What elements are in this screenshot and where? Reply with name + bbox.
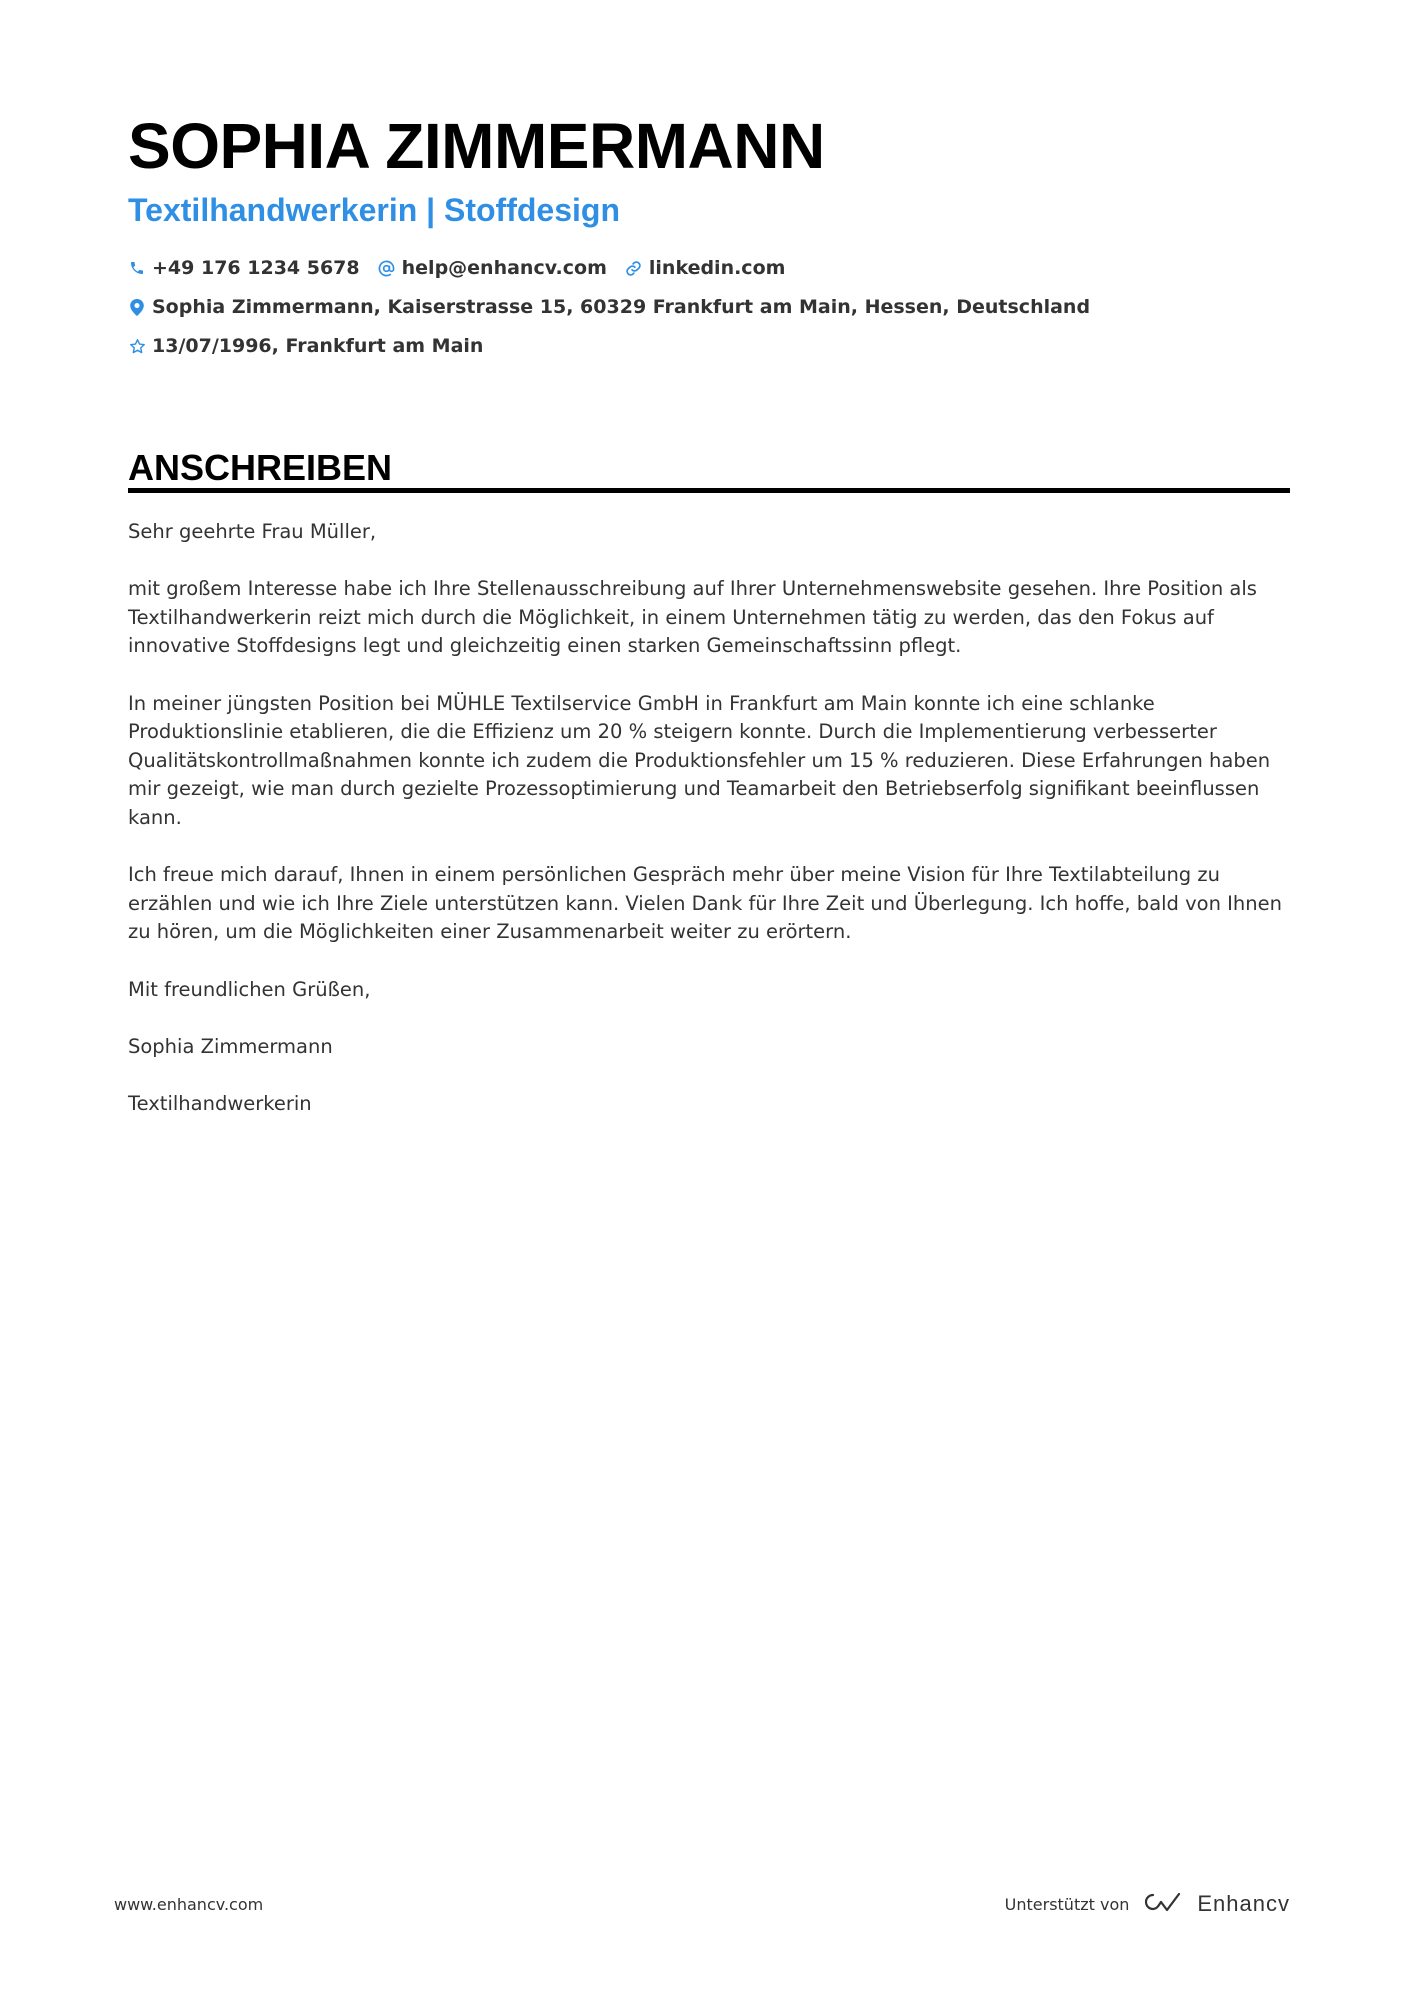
contact-row-birth [128, 334, 501, 358]
contact-email [378, 256, 607, 280]
contact-link [625, 256, 786, 280]
link-text: linkedin.com [648, 257, 786, 279]
footer-brand [1005, 1890, 1290, 1918]
section-divider [128, 488, 1290, 493]
enhancv-logo-icon [1141, 1890, 1187, 1918]
section-heading: ANSCHREIBEN [128, 447, 393, 488]
letter-paragraph: Ich freue mich darauf, Ihnen in einem persönlichen Gespräch mehr über meine Vision für Ihre Textilabteilung zu erzählen und wie ich Ihre Ziele unterstützen kann. Vielen Dank für Ihre Zeit und Überlegung. Ich hoffe, bald von Ihnen zu hören, um die Möglichkeiten einer Zusammenarbeit weiter zu erörtern. [128, 863, 1282, 944]
footer-url[interactable]: www.enhancv.com [114, 1895, 264, 1914]
letter-salutation: Sehr geehrte Frau Müller, [128, 520, 377, 543]
contact-row-address [128, 295, 1108, 319]
letter-paragraph: mit großem Interesse habe ich Ihre Stellenausschreibung auf Ihrer Unternehmenswebsite gesehen. Ihre Position als Textilhandwerkerin reizt mich durch die Möglichkeit, in einem Unternehmen tätig zu werden, das den Fokus auf innovative Stoffdesigns legt und gleichzeitig einen starken Gemeinschaftssinn pflegt. [128, 577, 1257, 658]
email-text: help@enhancv.com [401, 257, 607, 279]
letter-paragraph: In meiner jüngsten Position bei MÜHLE Textilservice GmbH in Frankfurt am Main konnte ich eine schlanke Produktionslinie etablieren, die die Effizienz um 20 % steigern konnte. Durch die Implementierung verbesserter Qualitätskontrollmaßnahmen konnte ich zudem die Produktionsfehler um 15 % reduzieren. Diese Erfahrungen haben mir gezeigt, wie man durch gezielte Prozessoptimierung und Teamarbeit den Betriebserfolg signifikant beeinflussen kann. [128, 691, 1271, 829]
link-icon [625, 259, 643, 277]
star-icon [128, 337, 146, 355]
candidate-name: SOPHIA ZIMMERMANN [128, 110, 825, 182]
address-text: Sophia Zimmermann, Kaiserstrasse 15, 60329 Frankfurt am Main, Hessen, Deutschland [152, 296, 1091, 318]
at-icon [378, 259, 396, 277]
contact-address [128, 295, 1090, 319]
phone-icon [128, 259, 146, 277]
candidate-title: Textilhandwerkerin | Stoffdesign [128, 192, 620, 228]
enhancv-logo-text: Enhancv [1197, 1891, 1290, 1916]
contact-phone [128, 256, 360, 280]
birth-text: 13/07/1996, Frankfurt am Main [152, 335, 484, 357]
signature-name: Sophia Zimmermann [128, 1034, 333, 1058]
contact-row-primary [128, 256, 803, 280]
powered-by-text: Unterstützt von [1004, 1894, 1130, 1914]
contact-birth [128, 334, 483, 358]
phone-text: +49 176 1234 5678 [152, 257, 360, 279]
signature-title: Textilhandwerkerin [128, 1091, 312, 1115]
letter-closing: Mit freundlichen Grüßen, [128, 977, 371, 1001]
letter-body [128, 518, 1293, 1147]
location-pin-icon [128, 298, 146, 316]
